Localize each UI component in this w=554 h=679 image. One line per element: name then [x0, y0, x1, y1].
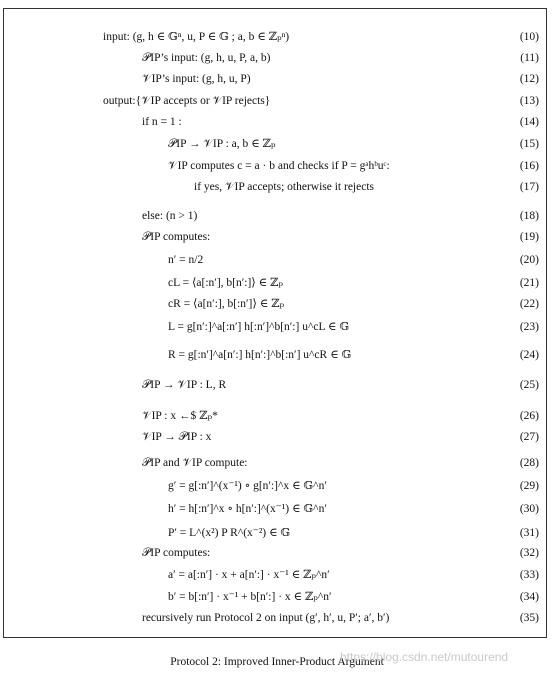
protocol-line: 𝒱IP computes c = a · b and checks if P = gᵃhᵇuᶜ:	[168, 160, 390, 172]
equation-number: (13)	[519, 95, 539, 107]
protocol-line: 𝒫IP computes:	[142, 231, 211, 243]
watermark-text: https://blog.csdn.net/mutourend	[340, 650, 509, 664]
equation-number: (10)	[519, 31, 539, 43]
protocol-line: g′ = g[:n′]^(x⁻¹) ∘ g[n′:]^x ∈ 𝔾^n′	[168, 480, 327, 492]
equation-number: (30)	[519, 503, 539, 515]
equation-number: (25)	[519, 379, 539, 391]
protocol-line: 𝒫IP → 𝒱IP : L, R	[142, 379, 227, 391]
equation-number: (31)	[519, 527, 539, 539]
equation-number: (24)	[519, 349, 539, 361]
protocol-line: 𝒫IP and 𝒱IP compute:	[142, 457, 248, 469]
protocol-line: input: (g, h ∈ 𝔾ⁿ, u, P ∈ 𝔾 ; a, b ∈ ℤₚⁿ)	[103, 31, 290, 43]
protocol-line: 𝒱IP → 𝒫IP : x	[142, 431, 212, 443]
protocol-line: 𝒫IP computes:	[142, 547, 211, 559]
equation-number: (16)	[519, 160, 539, 172]
equation-number: (22)	[519, 298, 539, 310]
protocol-line: R = g[:n′]^a[n′:] h[n′:]^b[:n′] u^cR ∈ 𝔾	[168, 349, 352, 361]
protocol-line: cR = ⟨a[n′:], b[:n′]⟩ ∈ ℤₚ	[168, 298, 285, 310]
equation-number: (35)	[519, 612, 539, 624]
protocol-line: output:{𝒱IP accepts or 𝒱IP rejects}	[103, 95, 271, 107]
equation-number: (34)	[519, 591, 539, 603]
protocol-line: 𝒫IP’s input: (g, h, u, P, a, b)	[142, 52, 271, 64]
equation-number: (21)	[519, 277, 539, 289]
protocol-line: P′ = L^(x²) P R^(x⁻²) ∈ 𝔾	[168, 527, 291, 539]
equation-number: (29)	[519, 480, 539, 492]
protocol-line: 𝒱IP : x ←$ ℤₚ*	[142, 410, 218, 422]
equation-number: (23)	[519, 321, 539, 333]
equation-number: (14)	[519, 116, 539, 128]
protocol-line: L = g[n′:]^a[:n′] h[:n′]^b[n′:] u^cL ∈ 𝔾	[168, 321, 350, 333]
equation-number: (32)	[519, 547, 539, 559]
protocol-line: if n = 1 :	[142, 116, 182, 128]
equation-number: (11)	[520, 52, 539, 64]
protocol-line: recursively run Protocol 2 on input (g′, h′, u, P′; a′, b′)	[142, 612, 390, 624]
protocol-line: if yes, 𝒱IP accepts; otherwise it rejects	[194, 181, 374, 193]
equation-number: (26)	[519, 410, 539, 422]
protocol-line: 𝒱IP’s input: (g, h, u, P)	[142, 73, 251, 85]
equation-number: (17)	[519, 181, 539, 193]
equation-number: (33)	[519, 569, 539, 581]
protocol-line: h′ = h[:n′]^x ∘ h[n′:]^(x⁻¹) ∈ 𝔾^n′	[168, 503, 327, 515]
equation-number: (27)	[519, 431, 539, 443]
protocol-line: cL = ⟨a[:n′], b[n′:]⟩ ∈ ℤₚ	[168, 277, 284, 289]
equation-number: (15)	[519, 138, 539, 150]
protocol-line: b′ = b[:n′] · x⁻¹ + b[n′:] · x ∈ ℤₚ^n′	[168, 591, 332, 603]
equation-number: (28)	[519, 457, 539, 469]
protocol-line: a′ = a[:n′] · x + a[n′:] · x⁻¹ ∈ ℤₚ^n′	[168, 569, 330, 581]
equation-number: (19)	[519, 231, 539, 243]
equation-number: (20)	[519, 254, 539, 266]
protocol-line: n′ = n/2	[168, 254, 204, 266]
protocol-caption: Protocol 2: Improved Inner-Product Argument	[170, 656, 384, 668]
equation-number: (18)	[519, 210, 539, 222]
equation-number: (12)	[519, 73, 539, 85]
protocol-line: else: (n > 1)	[142, 210, 198, 222]
protocol-line: 𝒫IP → 𝒱IP : a, b ∈ ℤₚ	[168, 138, 276, 150]
